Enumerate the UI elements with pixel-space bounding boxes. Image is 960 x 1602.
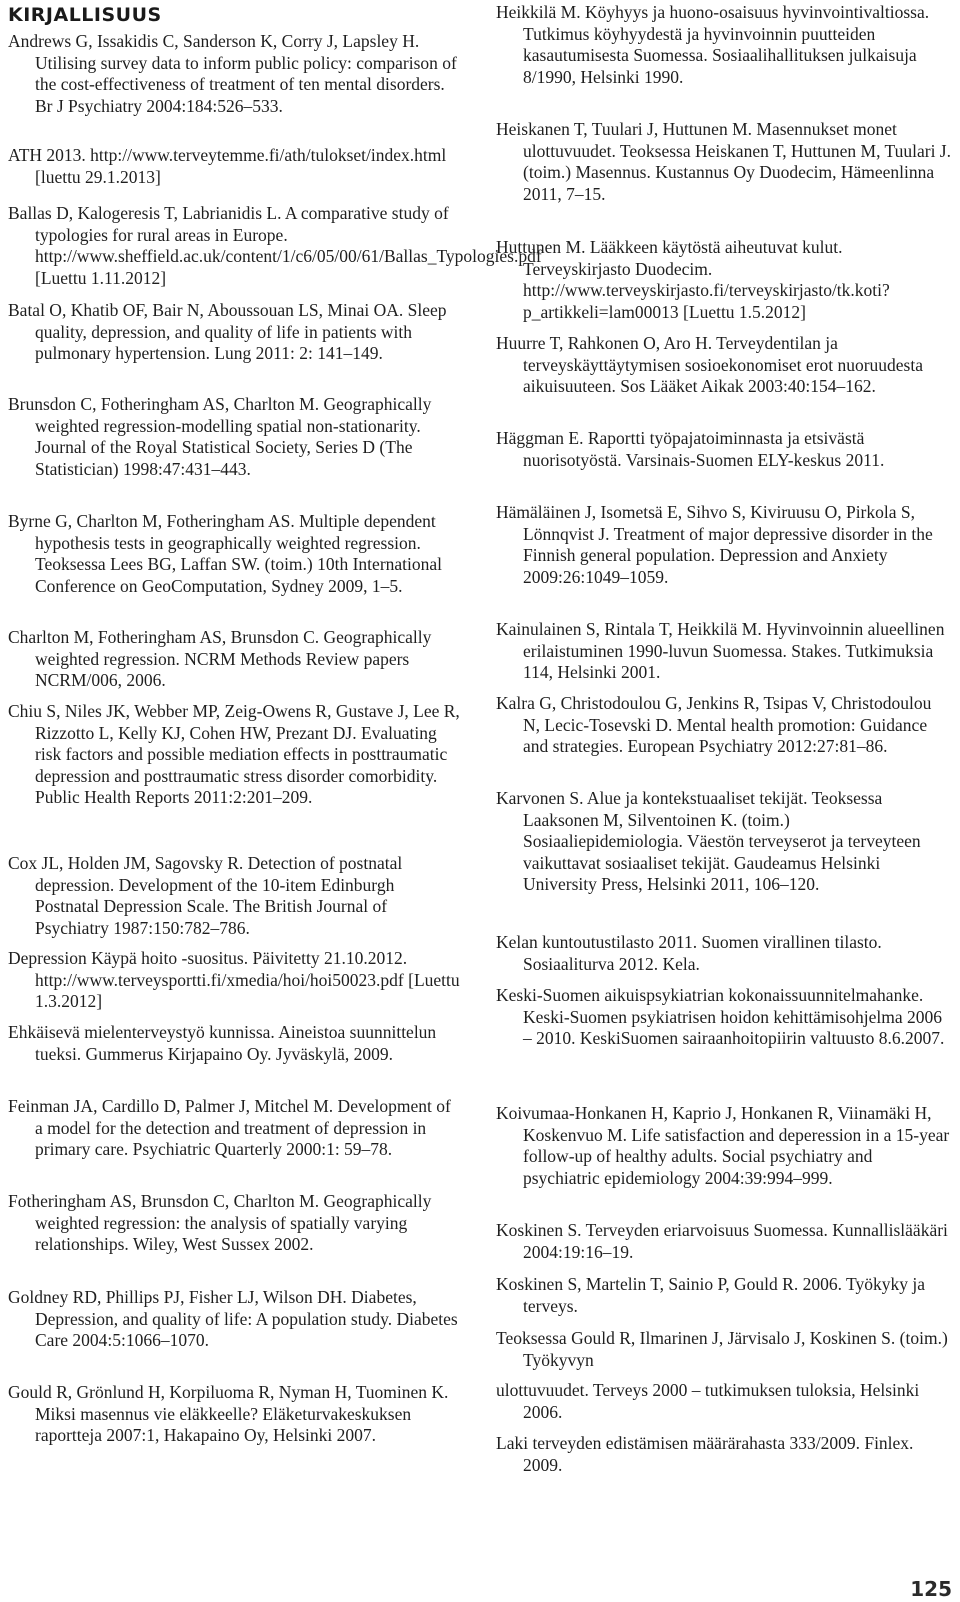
reference-item: Kelan kuntoutustilasto 2011. Suomen virallinen tilasto. Sosiaaliturva 2012. Kela. (496, 932, 882, 974)
reference-item: Ballas D, Kalogeresis T, Labrianidis L. A comparative study of typologies for rural areas in Europe. http://www.sheffield.ac.uk/content/1/c6/05/00/61/Ballas_Typologies.pdf [Luettu 1.11.2012] (8, 203, 542, 288)
reference-item: Teoksessa Gould R, Ilmarinen J, Järvisalo J, Koskinen S. (toim.) Työkyvyn (496, 1328, 948, 1370)
reference-item: Karvonen S. Alue ja kontekstuaaliset tekijät. Teoksessa Laaksonen M, Silventoinen K. (toim.) Sosiaaliepidemiologia. Väestön terveyserot ja terveyteen vaikuttavat sosiaaliset tekijät. Gaudeamus Helsinki University Press, Helsinki 2011, 106–120. (496, 788, 921, 895)
reference-item: Gould R, Grönlund H, Korpiluoma R, Nyman H, Tuominen K. Miksi masennus vie eläkkeelle? Eläketurvakeskuksen raportteja 2007:1, Hakapaino Oy, Helsinki 2007. (8, 1382, 449, 1446)
reference-item: Brunsdon C, Fotheringham AS, Charlton M. Geographically weighted regression-modelling spatial non-stationarity. Journal of the Royal Statistical Society, Series D (The Statistician) 1998:47:431–443. (8, 394, 432, 479)
reference-item: ulottuvuudet. Terveys 2000 – tutkimuksen tuloksia, Helsinki 2006. (496, 1380, 920, 1422)
reference-item: Kainulainen S, Rintala T, Heikkilä M. Hyvinvoinnin alueellinen erilaistuminen 1990-luvun Suomessa. Stakes. Tutkimuksia 114, Helsinki 2001. (496, 619, 945, 683)
reference-item: Koskinen S. Terveyden eriarvoisuus Suomessa. Kunnallislääkäri 2004:19:16–19. (496, 1220, 948, 1262)
reference-item: Heikkilä M. Köyhyys ja huono-osaisuus hyvinvointivaltiossa. Tutkimus köyhyydestä ja hyvinvoinnin puutteiden kasautumisesta Suomessa. Sosiaalihallituksen julkaisuja 8/1990, Helsinki 1990. (496, 2, 930, 87)
reference-item: Kalra G, Christodoulou G, Jenkins R, Tsipas V, Christodoulou N, Lecic-Tosevski D. Mental health promotion: Guidance and strategies. European Psychiatry 2012:27:81–86. (496, 693, 932, 757)
reference-item: ATH 2013. http://www.terveytemme.fi/ath/tulokset/index.html [luettu 29.1.2013] (8, 145, 447, 187)
page-number: 125 (910, 1577, 952, 1601)
reference-item: Koivumaa-Honkanen H, Kaprio J, Honkanen R, Viinamäki H, Koskenvuo M. Life satisfaction and deperession in a 15-year follow-up of healthy adults. Social psychiatry and psychiatric epidemiology 2004:39:994–999. (496, 1103, 950, 1188)
reference-item: Ehkäisevä mielenterveystyö kunnissa. Aineistoa suunnittelun tueksi. Gummerus Kirjapaino Oy. Jyväskylä, 2009. (8, 1022, 437, 1064)
reference-item: Koskinen S, Martelin T, Sainio P, Gould R. 2006. Työkyky ja terveys. (496, 1274, 925, 1316)
section-heading: KIRJALLISUUS (8, 4, 162, 26)
reference-item: Goldney RD, Phillips PJ, Fisher LJ, Wilson DH. Diabetes, Depression, and quality of life: A population study. Diabetes Care 2004:5:1066–1070. (8, 1287, 458, 1351)
reference-item: Byrne G, Charlton M, Fotheringham AS. Multiple dependent hypothesis tests in geographically weighted regression. Teoksessa Lees BG, Laffan SW. (toim.) 10th International Conference on GeoComputation, Sydney 2009, 1–5. (8, 511, 443, 596)
reference-item: Huurre T, Rahkonen O, Aro H. Terveydentilan ja terveyskäyttäytymisen sosioekonomiset erot nuoruudesta aikuisuuteen. Sos Lääket Aikak 2003:40:154–162. (496, 333, 923, 397)
reference-item: Cox JL, Holden JM, Sagovsky R. Detection of postnatal depression. Development of the 10-item Edinburgh Postnatal Depression Scale. The British Journal of Psychiatry 1987:150:782–786. (8, 853, 403, 938)
reference-item: Feinman JA, Cardillo D, Palmer J, Mitchel M. Development of a model for the detection and treatment of depression in primary care. Psychiatric Quarterly 2000:1: 59–78. (8, 1096, 451, 1160)
reference-item: Keski-Suomen aikuispsykiatrian kokonaissuunnitelmahanke. Keski-Suomen psykiatrisen hoidon kehittämisohjelma 2006 – 2010. KeskiSuomen sairaanhoitopiirin valtuusto 8.6.2007. (496, 985, 945, 1049)
reference-item: Hämäläinen J, Isometsä E, Sihvo S, Kiviruusu O, Pirkola S, Lönnqvist J. Treatment of major depressive disorder in the Finnish general population. Depression and Anxiety 2009:26:1049–1059. (496, 502, 933, 587)
reference-item: Depression Käypä hoito -suositus. Päivitetty 21.10.2012. http://www.terveysportti.fi/xmedia/hoi/hoi50023.pdf [Luettu 1.3.2012] (8, 948, 460, 1012)
reference-item: Heiskanen T, Tuulari J, Huttunen M. Masennukset monet ulottuvuudet. Teoksessa Heiskanen T, Huttunen M, Tuulari J. (toim.) Masennus. Kustannus Oy Duodecim, Hämeenlinna 2011, 7–15. (496, 119, 951, 204)
reference-item: Batal O, Khatib OF, Bair N, Aboussouan LS, Minai OA. Sleep quality, depression, and quality of life in patients with pulmonary hypertension. Lung 2011: 2: 141–149. (8, 300, 447, 364)
reference-item: Fotheringham AS, Brunsdon C, Charlton M. Geographically weighted regression: the analysis of spatially varying relationships. Wiley, West Sussex 2002. (8, 1191, 432, 1255)
reference-item: Andrews G, Issakidis C, Sanderson K, Corry J, Lapsley H. Utilising survey data to inform public policy: comparison of the cost-effectiveness of treatment of ten mental disorders. Br J Psychiatry 2004:184:526–533. (8, 31, 457, 116)
reference-item: Huttunen M. Lääkkeen käytöstä aiheutuvat kulut. Terveyskirjasto Duodecim. http://www.terveyskirjasto.fi/terveyskirjasto/tk.koti?p_artikkeli=lam00013 [Luettu 1.5.2012] (496, 237, 890, 322)
reference-item: Laki terveyden edistämisen määrärahasta 333/2009. Finlex. 2009. (496, 1433, 914, 1475)
reference-item: Chiu S, Niles JK, Webber MP, Zeig-Owens R, Gustave J, Lee R, Rizzotto L, Kelly KJ, Cohen HW, Prezant DJ. Evaluating risk factors and possible mediation effects in posttraumatic depression and posttraumatic stress disorder comorbidity. Public Health Reports 2011:2:201–209. (8, 701, 460, 808)
reference-item: Häggman E. Raportti työpajatoiminnasta ja etsivästä nuorisotyöstä. Varsinais-Suomen ELY-keskus 2011. (496, 428, 885, 470)
reference-item: Charlton M, Fotheringham AS, Brunsdon C. Geographically weighted regression. NCRM Methods Review papers NCRM/006, 2006. (8, 627, 432, 691)
